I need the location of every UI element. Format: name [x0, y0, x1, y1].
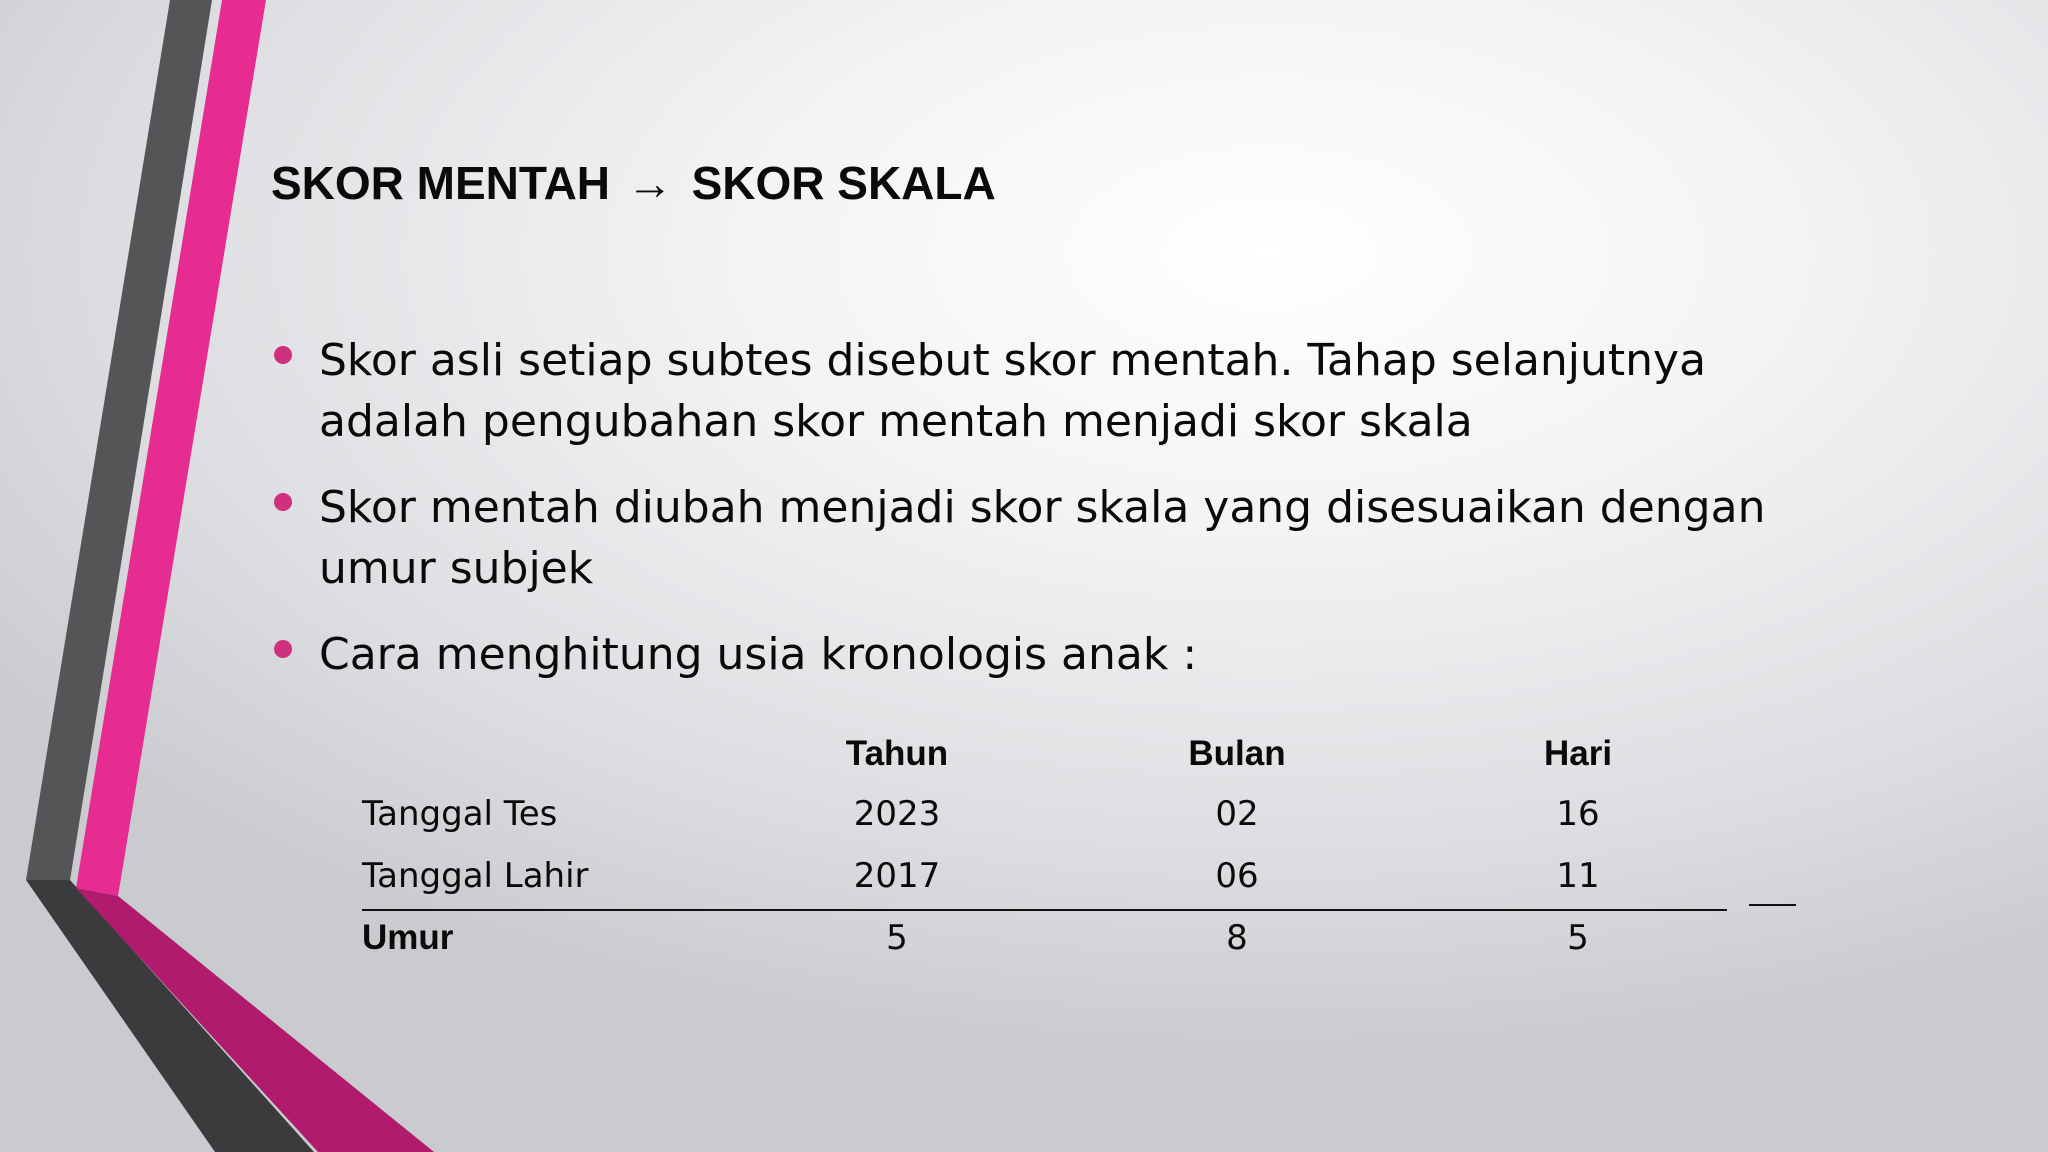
header-hari: Hari [1543, 734, 1613, 773]
cell-umur-hari: 5 [1567, 918, 1589, 958]
cell-umur-bulan: 8 [1226, 918, 1248, 958]
bullet-item [270, 330, 1850, 452]
bullet-item [270, 624, 1850, 685]
bullet-text: Skor mentah diubah menjadi skor skala yang disesuaikan dengan umur subjek [319, 482, 1766, 594]
bullet-dot-icon [274, 346, 292, 364]
header-bulan: Bulan [1188, 734, 1286, 773]
bullet-dot-icon [274, 493, 292, 511]
cell-tes-hari: 16 [1556, 794, 1600, 834]
header-tahun: Tahun [845, 734, 949, 773]
cell-tes-tahun: 2023 [853, 794, 941, 834]
title-right: SKOR SKALA [691, 157, 996, 209]
slide-title [271, 156, 996, 210]
row-label-tanggal-tes: Tanggal Tes [362, 794, 558, 834]
bullet-text: Cara menghitung usia kronologis anak : [319, 629, 1198, 680]
title-left: SKOR MENTAH [271, 157, 611, 209]
cell-lahir-hari: 11 [1556, 856, 1600, 896]
dark-diagonal-stripe [26, 880, 314, 1152]
bullet-text: Skor asli setiap subtes disebut skor mentah. Tahap selanjutnya adalah pengubahan skor mentah menjadi skor skala [319, 335, 1707, 447]
arrow-right-icon: → [626, 157, 673, 209]
minus-sign [1749, 904, 1796, 906]
row-label-tanggal-lahir: Tanggal Lahir [362, 856, 589, 896]
cell-lahir-bulan: 06 [1215, 856, 1259, 896]
cell-lahir-tahun: 2017 [853, 856, 941, 896]
bullet-list [270, 330, 1850, 710]
subtraction-rule [362, 909, 1727, 911]
cell-tes-bulan: 02 [1215, 794, 1259, 834]
row-label-umur: Umur [362, 918, 454, 957]
bullet-item [270, 477, 1850, 599]
bullet-dot-icon [274, 640, 292, 658]
age-calculation-table [362, 724, 1802, 984]
cell-umur-tahun: 5 [886, 918, 908, 958]
